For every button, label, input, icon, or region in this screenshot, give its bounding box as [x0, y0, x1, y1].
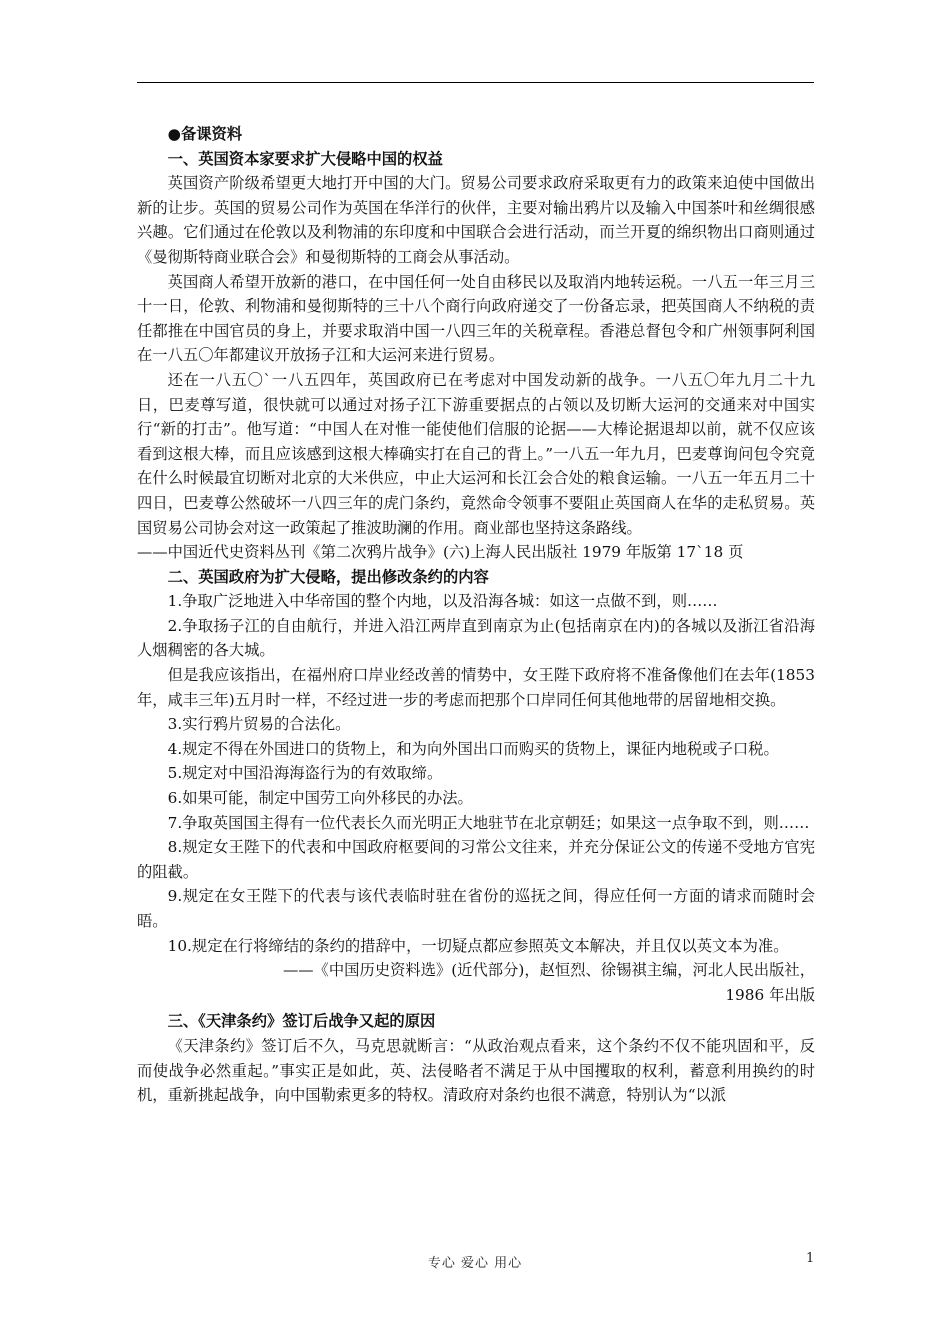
paragraph: 但是我应该指出，在福州府口岸业经改善的情势中，女王陛下政府将不准备像他们在去年(1853 年，咸丰三年)五月时一样，不经过进一步的考虑而把那个口岸同任何其他地带的居留地相交换。	[137, 666, 815, 709]
list-item: 9.规定在女王陛下的代表与该代表临时驻在省份的巡抚之间，得应任何一方面的请求而随时会晤。	[137, 887, 815, 930]
header-rule	[137, 82, 814, 83]
list-item: 5.规定对中国沿海海盗行为的有效取缔。	[167, 764, 443, 783]
section-2-heading: 二、英国政府为扩大侵略，提出修改条约的内容	[167, 567, 489, 586]
paragraph: 英国资产阶级希望更大地打开中国的大门。贸易公司要求政府采取更有力的政策来迫使中国做出新的让步。英国的贸易公司作为英国在华洋行的伙伴，主要对输出鸦片以及输入中国茶叶和丝绸很感兴趣。它们通过在伦敦以及利物浦的东印度和中国联合会进行活动，而兰开夏的绵织物出口商则通过《曼彻斯特商业联合会》和曼彻斯特的工商会从事活动。	[137, 174, 815, 266]
page-number: 1	[806, 1251, 815, 1266]
list-item: 7.争取英国国主得有一位代表长久而光明正大地驻节在北京朝廷；如果这一点争取不到，则……	[167, 813, 810, 832]
list-item: 10.规定在行将缔结的条约的措辞中，一切疑点都应参照英文本解决，并且仅以英文本为准。	[167, 936, 789, 955]
citation: ——中国近代史资料丛刊《第二次鸦片战争》(六)上海人民出版社 1979 年版第 17`18 页	[137, 543, 744, 562]
section-3-heading: 三、《天津条约》签订后战争又起的原因	[167, 1012, 436, 1031]
citation: ——《中国历史资料选》(近代部分)，赵恒烈、徐锡祺主编，河北人民出版社，1986 年出版	[282, 961, 815, 1004]
document-body	[137, 122, 815, 1108]
footer-motto: 专心 爱心 用心	[427, 1256, 523, 1271]
list-item: 6.如果可能，制定中国劳工向外移民的办法。	[167, 789, 473, 808]
list-item: 8.规定女王陛下的代表和中国政府枢要间的习常公文往来，并充分保证公文的传递不受地方官宪的阻截。	[137, 838, 815, 881]
section-1-heading: 一、英国资本家要求扩大侵略中国的权益	[167, 149, 443, 168]
paragraph: 还在一八五〇`一八五四年，英国政府已在考虑对中国发动新的战争。一八五〇年九月二十九日，巴麦尊写道，很快就可以通过对扬子江下游重要据点的占领以及切断大运河的交通来对中国实行“新的打击”。他写道：“中国人在对惟一能使他们信服的论据——大棒论据退却以前，就不仅应该看到这根大棒，而且应该感到这根大棒确实打在自己的背上。”一八五一年九月，巴麦尊询问包令究竟在什么时候最宜切断对北京的大米供应，中止大运河和长江会合处的粮食运输。一八五一年五月二十四日，巴麦尊公然破坏一八四三年的虎门条约，竟然命令领事不要阻止英国商人在华的走私贸易。英国贸易公司协会对这一政策起了推波助澜的作用。商业部也坚持这条路线。	[137, 370, 815, 537]
paragraph: 《天津条约》签订后不久，马克思就断言：“从政治观点看来，这个条约不仅不能巩固和平，反而使战争必然重起。”事实正是如此，英、法侵略者不满足于从中国攫取的权利，蓄意利用换约的时机，重新挑起战争，向中国勒索更多的特权。清政府对条约也很不满意，特别认为“以派	[137, 1036, 815, 1105]
section-label: ●备课资料	[167, 125, 243, 143]
list-item: 4.规定不得在外国进口的货物上，和为向外国出口而购买的货物上，课征内地税或子口税。	[167, 739, 779, 758]
paragraph: 英国商人希望开放新的港口，在中国任何一处自由移民以及取消内地转运税。一八五一年三月三十一日，伦敦、利物浦和曼彻斯特的三十八个商行向政府递交了一份备忘录，把英国商人不纳税的责任都推在中国官员的身上，并要求取消中国一八四三年的关税章程。香港总督包令和广州领事阿利国在一八五〇年都建议开放扬子江和大运河来进行贸易。	[137, 272, 815, 365]
list-item: 3.实行鸦片贸易的合法化。	[167, 715, 351, 734]
list-item: 1.争取广泛地进入中华帝国的整个内地，以及沿海各城：如这一点做不到，则……	[167, 592, 718, 611]
list-item: 2.争取扬子江的自由航行，并进入沿江两岸直到南京为止(包括南京在内)的各城以及浙江省沿海人烟稠密的各大城。	[137, 616, 815, 660]
